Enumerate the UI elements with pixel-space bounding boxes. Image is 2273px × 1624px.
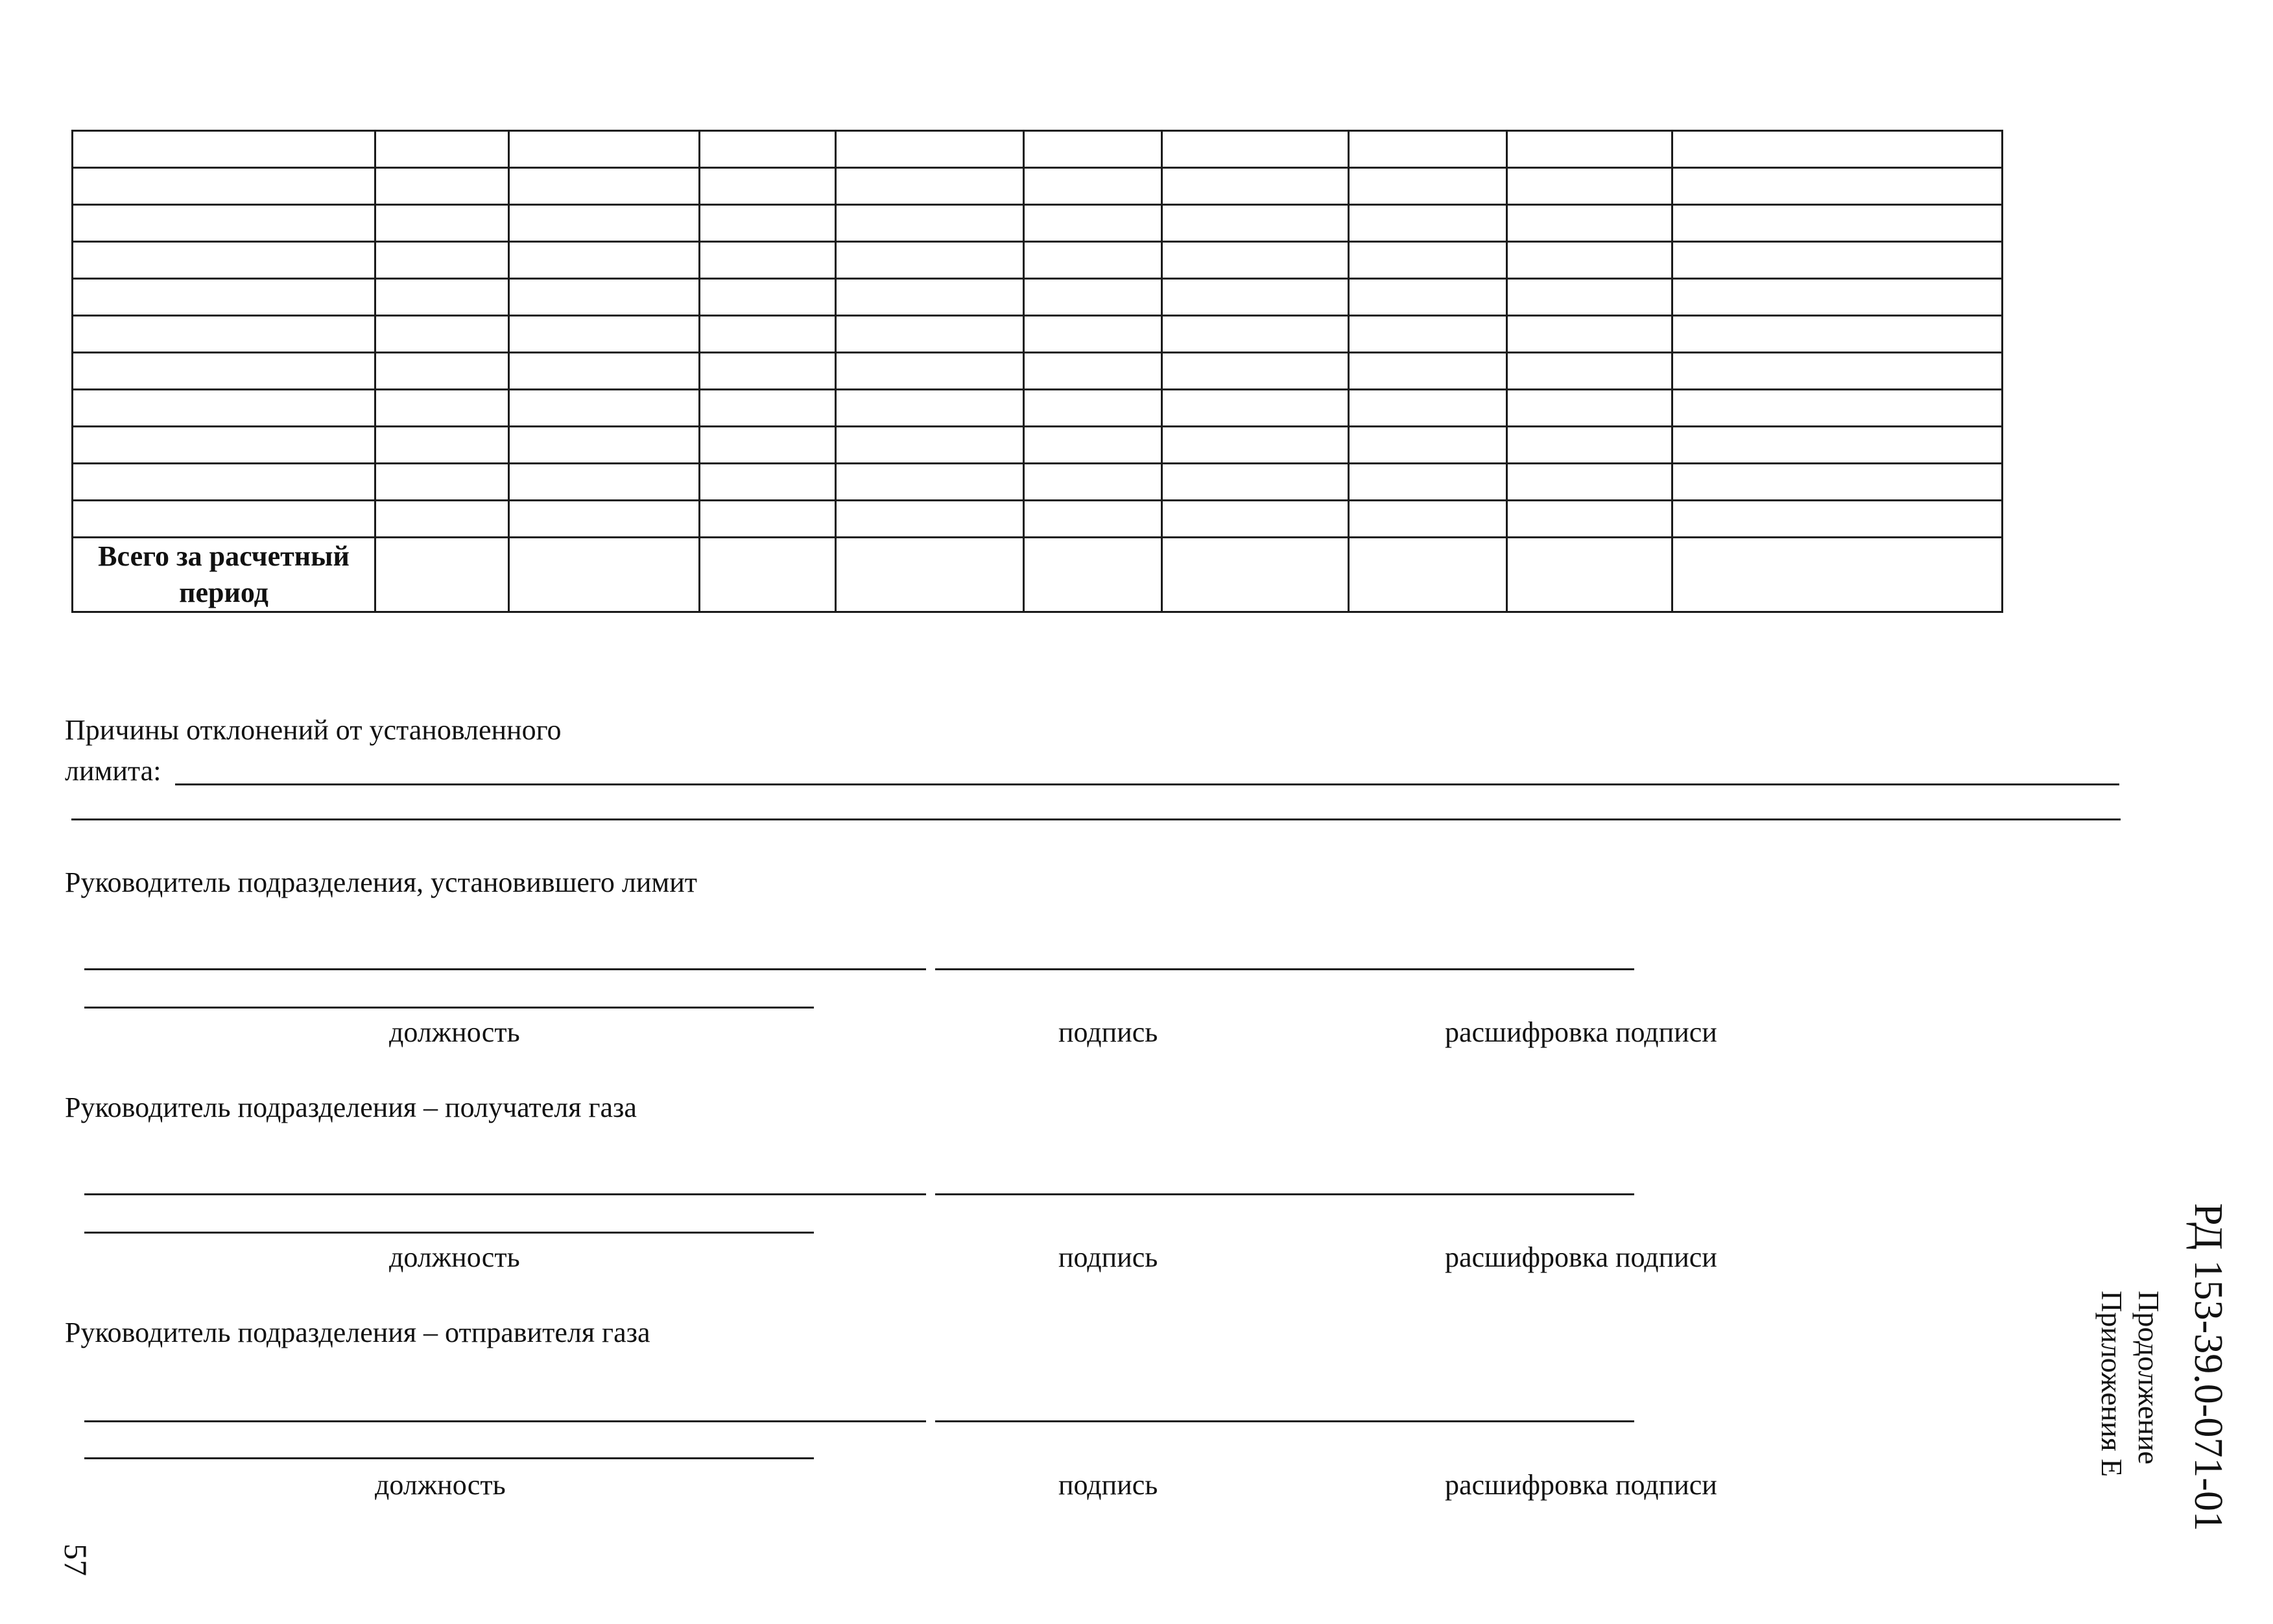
table-cell — [1349, 316, 1507, 353]
table-row — [73, 316, 2003, 353]
table-cell — [1672, 464, 2003, 501]
table-cell — [1024, 168, 1162, 205]
table-cell — [1024, 316, 1162, 353]
table-cell — [73, 427, 375, 464]
table-cell — [836, 168, 1024, 205]
table-cell — [1162, 279, 1349, 316]
table-cell — [73, 316, 375, 353]
table-cell — [509, 279, 700, 316]
table-cell — [375, 464, 509, 501]
table-cell — [1162, 390, 1349, 427]
table-cell — [836, 538, 1024, 612]
table-row — [73, 427, 2003, 464]
table-cell — [700, 168, 836, 205]
table-cell — [1672, 353, 2003, 390]
table-cell — [1162, 427, 1349, 464]
table-cell — [836, 390, 1024, 427]
table-cell — [700, 316, 836, 353]
table-cell — [1507, 427, 1672, 464]
table-cell — [1162, 242, 1349, 279]
table-cell — [1507, 316, 1672, 353]
table-cell — [375, 205, 509, 242]
table-cell — [1024, 242, 1162, 279]
signature-block-title: Руководитель подразделения – получателя газа — [65, 1092, 637, 1123]
table-cell — [509, 538, 700, 612]
table-cell — [375, 316, 509, 353]
signature-line — [935, 1420, 1634, 1422]
table-cell — [1672, 501, 2003, 538]
table-cell — [1349, 353, 1507, 390]
table-row — [73, 242, 2003, 279]
table-cell — [836, 279, 1024, 316]
decode-line — [84, 1007, 814, 1009]
table-cell — [1162, 464, 1349, 501]
table-cell — [1024, 205, 1162, 242]
table-cell — [1507, 205, 1672, 242]
table-cell — [375, 168, 509, 205]
deviation-reason-line-1 — [175, 783, 2119, 785]
table-cell — [1672, 279, 2003, 316]
signature-block-title: Руководитель подразделения – отправителя газа — [65, 1317, 650, 1348]
table-cell — [836, 464, 1024, 501]
table-cell — [73, 353, 375, 390]
table-cell — [1162, 131, 1349, 168]
signature-caption: подпись — [1058, 1241, 1158, 1273]
table-cell — [375, 501, 509, 538]
table-cell — [509, 427, 700, 464]
table-cell — [1162, 501, 1349, 538]
table-cell — [509, 353, 700, 390]
table-cell — [73, 390, 375, 427]
table-row — [73, 501, 2003, 538]
table-cell — [1162, 205, 1349, 242]
table-cell — [700, 390, 836, 427]
table-cell — [700, 501, 836, 538]
table-cell — [1349, 131, 1507, 168]
table-cell — [836, 131, 1024, 168]
table-cell — [1162, 353, 1349, 390]
table-cell — [73, 464, 375, 501]
table-cell — [1024, 279, 1162, 316]
signature-caption: подпись — [1058, 1469, 1158, 1501]
table-cell — [1349, 390, 1507, 427]
table-cell — [1507, 464, 1672, 501]
table-cell — [1024, 538, 1162, 612]
deviation-reason-line-2 — [71, 818, 2121, 820]
table-cell — [700, 353, 836, 390]
table-row — [73, 131, 2003, 168]
table-cell — [73, 279, 375, 316]
table-cell — [1507, 242, 1672, 279]
table-body — [73, 131, 2003, 612]
table-cell — [1672, 131, 2003, 168]
table-cell — [1024, 131, 1162, 168]
table-cell — [73, 501, 375, 538]
table-cell — [1024, 501, 1162, 538]
table-cell — [509, 168, 700, 205]
table-cell — [1162, 168, 1349, 205]
decode-caption: расшифровка подписи — [1445, 1241, 1717, 1273]
table-cell — [1349, 464, 1507, 501]
table-cell — [836, 501, 1024, 538]
table-cell — [1672, 427, 2003, 464]
decode-line — [84, 1232, 814, 1234]
table-row — [73, 353, 2003, 390]
signature-line — [935, 1193, 1634, 1195]
total-row — [73, 538, 2003, 612]
table-cell — [700, 131, 836, 168]
page-number: 57 — [58, 1544, 94, 1576]
table-cell — [1672, 538, 2003, 612]
table-cell — [1349, 242, 1507, 279]
table-cell — [1349, 538, 1507, 612]
table-cell — [700, 205, 836, 242]
table-cell — [73, 242, 375, 279]
total-label: Всего за расчетный период — [73, 538, 375, 612]
decode-line — [84, 1457, 814, 1459]
signature-caption: подпись — [1058, 1016, 1158, 1048]
position-caption: должность — [375, 1469, 506, 1501]
continuation-label: Продолжение — [2132, 1291, 2165, 1464]
table-cell — [1507, 131, 1672, 168]
table-cell — [509, 390, 700, 427]
position-line — [84, 1193, 926, 1195]
signature-line — [935, 968, 1634, 970]
table-cell — [1672, 316, 2003, 353]
table-cell — [1162, 316, 1349, 353]
appendix-label: Приложения Е — [2095, 1291, 2128, 1477]
table-cell — [1349, 279, 1507, 316]
table-cell — [1349, 205, 1507, 242]
table-cell — [700, 242, 836, 279]
table-cell — [509, 131, 700, 168]
table-cell — [1672, 168, 2003, 205]
position-caption: должность — [389, 1241, 520, 1273]
table-cell — [1024, 390, 1162, 427]
table-cell — [1507, 279, 1672, 316]
position-line — [84, 968, 926, 970]
deviation-limit-label: лимита: — [65, 755, 161, 787]
table-row — [73, 205, 2003, 242]
table-cell — [375, 242, 509, 279]
table-cell — [836, 316, 1024, 353]
table-cell — [1672, 390, 2003, 427]
table-cell — [509, 316, 700, 353]
table-row — [73, 168, 2003, 205]
position-line — [84, 1420, 926, 1422]
table-cell — [1507, 390, 1672, 427]
document-code: РД 153-39.0-071-01 — [2186, 1203, 2230, 1532]
table-cell — [375, 279, 509, 316]
table-cell — [700, 279, 836, 316]
decode-caption: расшифровка подписи — [1445, 1469, 1717, 1501]
table-cell — [1024, 427, 1162, 464]
table-cell — [509, 464, 700, 501]
table-cell — [1672, 242, 2003, 279]
table-cell — [836, 205, 1024, 242]
deviation-reason-label: Причины отклонений от установленного — [65, 714, 562, 746]
table-cell — [1024, 353, 1162, 390]
table-cell — [700, 427, 836, 464]
table-cell — [1349, 168, 1507, 205]
decode-caption: расшифровка подписи — [1445, 1016, 1717, 1048]
table-row — [73, 279, 2003, 316]
table-cell — [375, 427, 509, 464]
limit-table — [71, 130, 2003, 613]
table-cell — [375, 131, 509, 168]
table-cell — [1162, 538, 1349, 612]
table-cell — [375, 538, 509, 612]
table-cell — [1507, 501, 1672, 538]
table-cell — [375, 353, 509, 390]
table-cell — [1349, 501, 1507, 538]
table-cell — [73, 205, 375, 242]
table-cell — [836, 242, 1024, 279]
table-cell — [700, 464, 836, 501]
table-cell — [1507, 353, 1672, 390]
table-cell — [375, 390, 509, 427]
table-row — [73, 464, 2003, 501]
table-cell — [1349, 427, 1507, 464]
table-cell — [509, 242, 700, 279]
table-cell — [836, 353, 1024, 390]
table-cell — [509, 205, 700, 242]
table-row — [73, 390, 2003, 427]
table-cell — [836, 427, 1024, 464]
table-cell — [1507, 538, 1672, 612]
table-cell — [1024, 464, 1162, 501]
table-cell — [1672, 205, 2003, 242]
table-cell — [1507, 168, 1672, 205]
table-cell — [700, 538, 836, 612]
table-cell — [509, 501, 700, 538]
position-caption: должность — [389, 1016, 520, 1048]
table-cell — [73, 131, 375, 168]
table-cell — [73, 168, 375, 205]
signature-block-title: Руководитель подразделения, установившего лимит — [65, 866, 698, 898]
